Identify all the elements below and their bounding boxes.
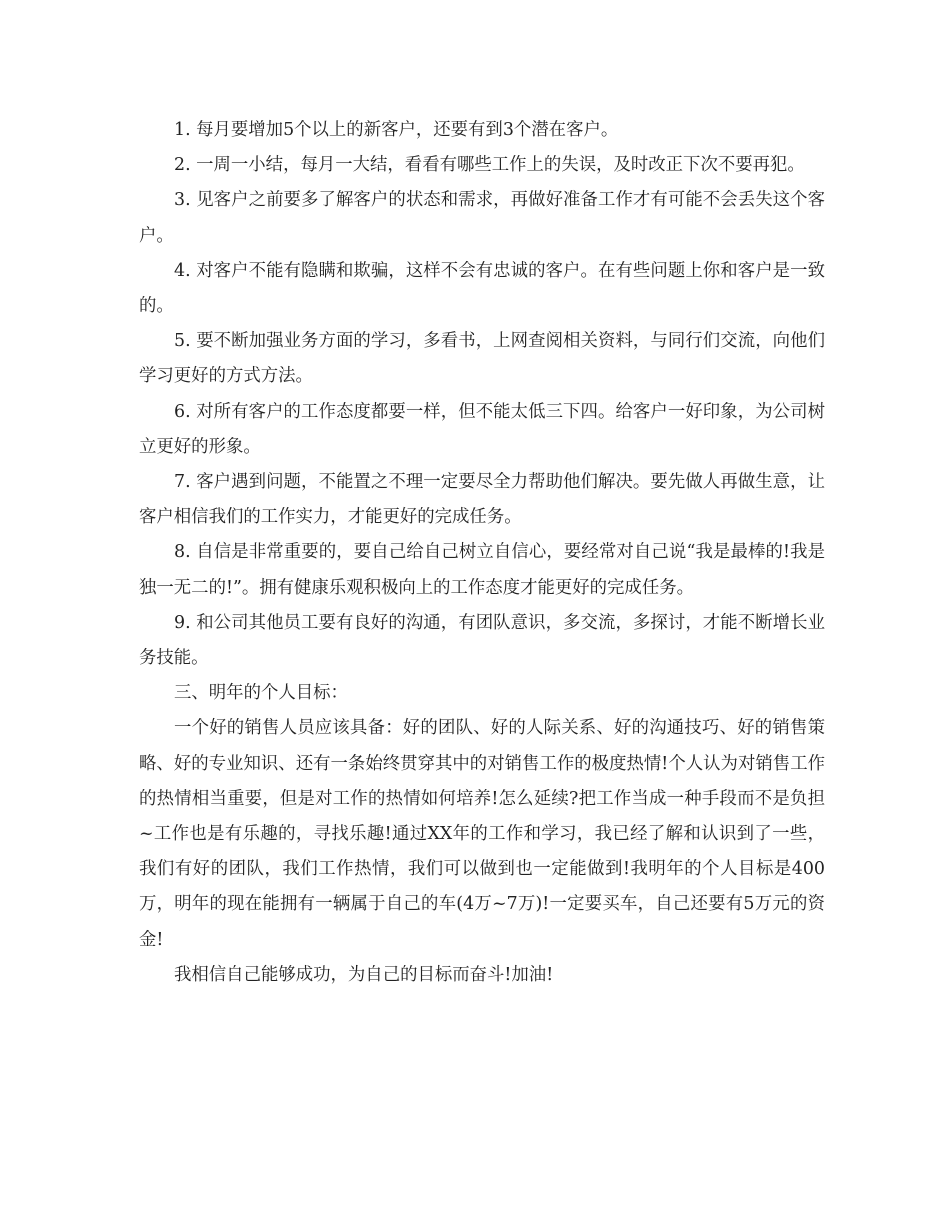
goal-item-4: 4. 对客户不能有隐瞒和欺骗，这样不会有忠诚的客户。在有些问题上你和客户是一致的。 xyxy=(139,260,825,317)
goal-item-9: 9. 和公司其他员工要有良好的沟通，有团队意识，多交流，多探讨，才能不断增长业务技能。 xyxy=(139,612,825,669)
goal-item-3: 3. 见客户之前要多了解客户的状态和需求，再做好准备工作才有可能不会丢失这个客户。 xyxy=(139,190,825,246)
document-body xyxy=(139,113,825,993)
goal-item-8: 8. 自信是非常重要的，要自己给自己树立自信心，要经常对自己说“我是最棒的!我是独一无二的!”。拥有健康乐观积极向上的工作态度才能更好的完成任务。 xyxy=(139,542,825,598)
body-paragraph: 一个好的销售人员应该具备：好的团队、好的人际关系、好的沟通技巧、好的销售策略、好的专业知识、还有一条始终贯穿其中的对销售工作的极度热情!个人认为对销售工作的热情相当重要，但是对工作的热情如何培养!怎么延续?把工作当成一种手段而不是负担~工作也是有乐趣的，寻找乐趣!通过XX年的工作和学习，我已经了解和认识到了一些，我们有好的团队，我们工作热情，我们可以做到也一定能做到!我明年的个人目标是400万，明年的现在能拥有一辆属于自己的车(4万~7万)!一定要买车，自己还要有5万元的资金! xyxy=(139,718,825,950)
goal-item-6: 6. 对所有客户的工作态度都要一样，但不能太低三下四。给客户一好印象，为公司树立更好的形象。 xyxy=(139,401,825,457)
closing-paragraph: 我相信自己能够成功，为自己的目标而奋斗!加油! xyxy=(174,964,554,985)
goal-item-1: 1. 每月要增加5个以上的新客户，还要有到3个潜在客户。 xyxy=(174,120,619,140)
section-heading: 三、明年的个人目标： xyxy=(174,683,348,704)
goal-item-5: 5. 要不断加强业务方面的学习，多看书，上网查阅相关资料，与同行们交流，向他们学习更好的方式方法。 xyxy=(139,331,825,387)
goal-item-2: 2. 一周一小结，每月一大结，看看有哪些工作上的失误，及时改正下次不要再犯。 xyxy=(174,155,805,176)
goal-item-7: 7. 客户遇到问题，不能置之不理一定要尽全力帮助他们解决。要先做人再做生意，让客户相信我们的工作实力，才能更好的完成任务。 xyxy=(139,472,825,528)
